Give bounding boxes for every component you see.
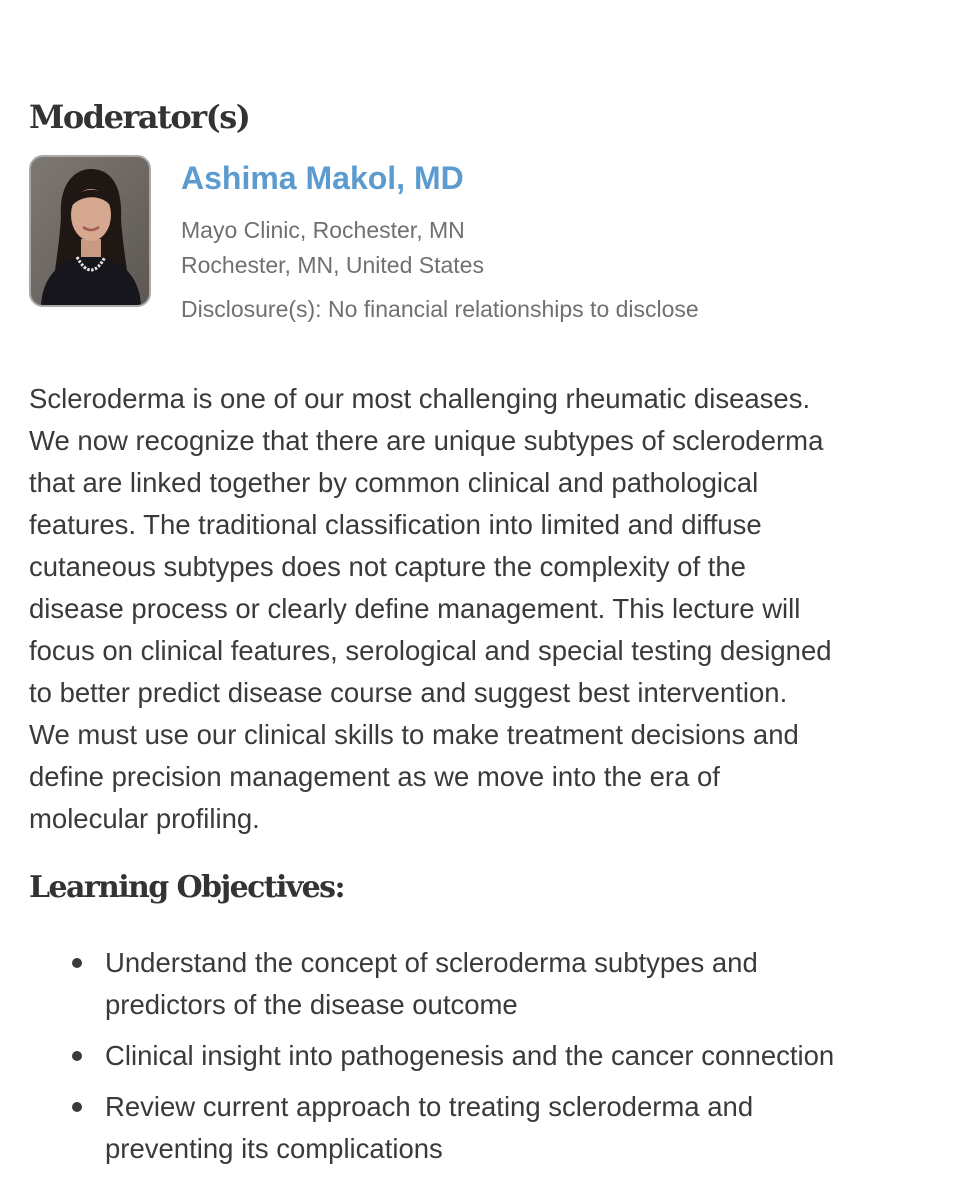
moderator-location: Rochester, MN, United States <box>181 252 484 278</box>
description-line: features. The traditional classification into limited and diffuse <box>29 509 762 540</box>
objective-text: predictors of the disease outcome <box>105 989 518 1020</box>
description-line: We now recognize that there are unique subtypes of scleroderma <box>29 425 824 456</box>
learning-objectives-list <box>105 942 945 1179</box>
moderator-affiliation: Mayo Clinic, Rochester, MN <box>181 217 465 243</box>
description-line: define precision management as we move into the era of <box>29 761 720 792</box>
bullet-icon <box>72 958 82 968</box>
learning-objectives-heading: Learning Objectives: <box>29 870 344 905</box>
moderator-photo <box>29 155 151 307</box>
description-line: molecular profiling. <box>29 803 260 834</box>
bullet-icon <box>72 1051 82 1061</box>
description-line: focus on clinical features, serological and special testing designed <box>29 635 832 666</box>
objective-item <box>105 1086 945 1170</box>
objective-text: Review current approach to treating scleroderma and <box>105 1091 754 1122</box>
description-line: We must use our clinical skills to make treatment decisions and <box>29 719 799 750</box>
moderator-name-link[interactable]: Ashima Makol, MD <box>181 160 464 196</box>
description-line: to better predict disease course and suggest best intervention. <box>29 677 788 708</box>
objective-text: preventing its complications <box>105 1133 443 1164</box>
portrait-image <box>31 157 149 305</box>
objective-item <box>105 942 945 1026</box>
moderators-heading: Moderator(s) <box>29 98 250 136</box>
objective-text: Understand the concept of scleroderma subtypes and <box>105 947 758 978</box>
bullet-icon <box>72 1102 82 1112</box>
session-description <box>29 378 939 840</box>
description-line: cutaneous subtypes does not capture the complexity of the <box>29 551 746 582</box>
objective-text: Clinical insight into pathogenesis and the cancer connection <box>105 1040 835 1071</box>
description-line: disease process or clearly define management. This lecture will <box>29 593 801 624</box>
description-line: that are linked together by common clinical and pathological <box>29 467 759 498</box>
description-line: Scleroderma is one of our most challenging rheumatic diseases. <box>29 383 811 414</box>
objective-item <box>105 1035 945 1077</box>
moderator-disclosure: Disclosure(s): No financial relationships to disclose <box>181 296 699 322</box>
